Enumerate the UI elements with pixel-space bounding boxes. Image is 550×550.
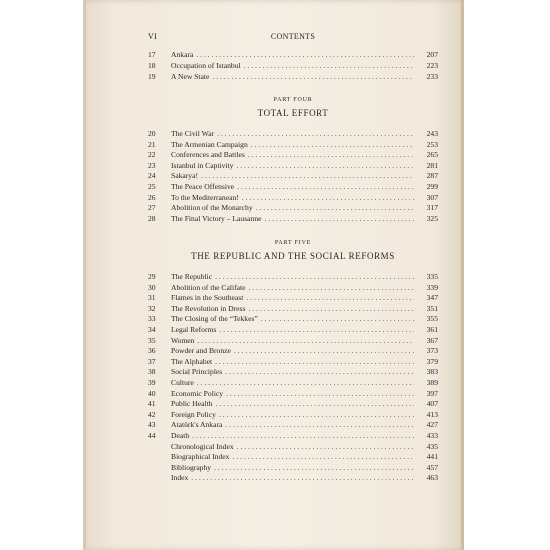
toc-entry-page: 355 xyxy=(426,314,438,323)
toc-entry-title: The Civil War xyxy=(171,129,215,138)
toc-entry-page: 287 xyxy=(426,171,438,180)
dot-leader xyxy=(215,357,414,367)
part-four-label: PART FOUR xyxy=(273,97,313,103)
toc-entry-page: 335 xyxy=(426,272,438,281)
toc-entry-title: The Revolution in Dress xyxy=(171,304,246,313)
toc-entry xyxy=(148,463,438,473)
toc-entry xyxy=(148,336,438,346)
toc-entry xyxy=(148,171,438,181)
toc-entry-title: Index xyxy=(171,473,189,482)
toc-entry-number: 17 xyxy=(148,50,156,59)
toc-entry-title: Powder and Bronze xyxy=(171,346,231,355)
toc-entry-number: 29 xyxy=(148,272,156,281)
toc-entry xyxy=(148,193,438,203)
toc-entry xyxy=(148,161,438,171)
page-header xyxy=(148,32,438,44)
dot-leader xyxy=(225,420,414,430)
toc-entry-number: 30 xyxy=(148,283,156,292)
toc-entry-page: 265 xyxy=(426,150,438,159)
toc-entry-page: 407 xyxy=(426,399,438,408)
toc-entry-number: 19 xyxy=(148,72,156,81)
toc-entry-page: 339 xyxy=(426,283,438,292)
part-four-title: TOTAL EFFORT xyxy=(257,108,329,118)
toc-entry-page: 383 xyxy=(426,367,438,376)
toc-entry-title: The Peace Offensive xyxy=(171,182,235,191)
toc-entry-number: 24 xyxy=(148,171,156,180)
toc-entry xyxy=(148,314,438,324)
toc-entry-page: 397 xyxy=(426,389,438,398)
toc-entry-number: 39 xyxy=(148,378,156,387)
toc-entry xyxy=(148,442,438,452)
toc-entry-number: 25 xyxy=(148,182,156,191)
toc-entry xyxy=(148,61,438,71)
dot-leader xyxy=(248,304,414,314)
toc-entry-page: 441 xyxy=(426,452,438,461)
toc-entry-number: 20 xyxy=(148,129,156,138)
dot-leader xyxy=(256,203,414,213)
dot-leader xyxy=(251,140,414,150)
toc-entry-title: Biographical Index xyxy=(171,452,230,461)
dot-leader xyxy=(232,452,414,462)
toc-entry-page: 351 xyxy=(426,304,438,313)
toc-entry-number: 44 xyxy=(148,431,156,440)
toc-entry-page: 347 xyxy=(426,293,438,302)
dot-leader xyxy=(265,214,414,224)
page-number: VI xyxy=(148,32,158,41)
dot-leader xyxy=(191,473,414,483)
toc-entry-title: Legal Reforms xyxy=(171,325,217,334)
toc-entry-number: 32 xyxy=(148,304,156,313)
toc-entry-title: Flames in the Southeast xyxy=(171,293,244,302)
dot-leader xyxy=(219,325,414,335)
toc-entry xyxy=(148,420,438,430)
dot-leader xyxy=(201,171,414,181)
toc-entry-title: The Republic xyxy=(171,272,213,281)
dot-leader xyxy=(234,346,414,356)
dot-leader xyxy=(237,182,414,192)
toc-entry-page: 367 xyxy=(426,336,438,345)
toc-entry-page: 253 xyxy=(426,140,438,149)
toc-entry-title: Public Health xyxy=(171,399,213,408)
dot-leader xyxy=(196,50,414,60)
page-left-edge xyxy=(83,0,86,550)
toc-entry-page: 435 xyxy=(426,442,438,451)
toc-entry xyxy=(148,346,438,356)
dot-leader xyxy=(237,442,414,452)
dot-leader xyxy=(225,367,414,377)
toc-entry-page: 243 xyxy=(426,129,438,138)
toc-entry-page: 223 xyxy=(426,61,438,70)
toc-entry-title: Sakarya! xyxy=(171,171,198,180)
dot-leader xyxy=(212,72,414,82)
dot-leader xyxy=(242,193,414,203)
toc-entry-page: 307 xyxy=(426,193,438,202)
toc-entry xyxy=(148,452,438,462)
dot-leader xyxy=(197,336,414,346)
toc-entry-page: 427 xyxy=(426,420,438,429)
toc-entry-number: 21 xyxy=(148,140,156,149)
toc-entry xyxy=(148,410,438,420)
toc-entry-number: 35 xyxy=(148,336,156,345)
toc-entry-page: 325 xyxy=(426,214,438,223)
toc-entry-number: 27 xyxy=(148,203,156,212)
dot-leader xyxy=(219,410,414,420)
toc-entry-title: The Closing of the “Tekkes” xyxy=(171,314,258,323)
page-title: CONTENTS xyxy=(270,32,316,41)
toc-entry-number: 43 xyxy=(148,420,156,429)
toc-entry-page: 389 xyxy=(426,378,438,387)
toc-entry-title: Social Principles xyxy=(171,367,223,376)
toc-entry-title: Women xyxy=(171,336,195,345)
toc-entry-number: 18 xyxy=(148,61,156,70)
toc-entry xyxy=(148,283,438,293)
toc-entry-title: Ankara xyxy=(171,50,194,59)
toc-entry-title: The Armenian Campaign xyxy=(171,140,248,149)
toc-entry-number: 38 xyxy=(148,367,156,376)
toc-entry-page: 413 xyxy=(426,410,438,419)
toc-entry-page: 373 xyxy=(426,346,438,355)
dot-leader xyxy=(217,129,414,139)
part-five-label: PART FIVE xyxy=(274,240,312,246)
toc-entry-title: Abolition of the Califate xyxy=(171,283,246,292)
toc-entry-title: The Final Victory – Lausanne xyxy=(171,214,262,223)
toc-entry xyxy=(148,182,438,192)
dot-leader xyxy=(192,431,414,441)
dot-leader xyxy=(248,150,414,160)
toc-entry-page: 281 xyxy=(426,161,438,170)
toc-entry-title: Chronological Index xyxy=(171,442,234,451)
toc-entry-title: Bibliography xyxy=(171,463,212,472)
toc-entry-title: Conferences and Battles xyxy=(171,150,245,159)
toc-entry-page: 299 xyxy=(426,182,438,191)
toc-entry xyxy=(148,150,438,160)
toc-entry-page: 317 xyxy=(426,203,438,212)
toc-entry-number: 26 xyxy=(148,193,156,202)
toc-entry xyxy=(148,129,438,139)
dot-leader xyxy=(236,161,414,171)
toc-entry xyxy=(148,378,438,388)
part-five-title: THE REPUBLIC AND THE SOCIAL REFORMS xyxy=(191,251,395,261)
toc-entry xyxy=(148,399,438,409)
toc-entry-number: 40 xyxy=(148,389,156,398)
dot-leader xyxy=(261,314,414,324)
dot-leader xyxy=(215,272,414,282)
toc-entry-page: 233 xyxy=(426,72,438,81)
dot-leader xyxy=(197,378,414,388)
toc-entry-title: Culture xyxy=(171,378,194,387)
toc-entry-number: 34 xyxy=(148,325,156,334)
toc-entry xyxy=(148,50,438,60)
toc-entry-number: 28 xyxy=(148,214,156,223)
toc-entry xyxy=(148,357,438,367)
toc-entry xyxy=(148,203,438,213)
toc-entry-page: 433 xyxy=(426,431,438,440)
toc-entry-title: Economic Policy xyxy=(171,389,224,398)
toc-entry-title: Death xyxy=(171,431,190,440)
toc-entry-title: Atatürk's Ankara xyxy=(171,420,223,429)
toc-entry xyxy=(148,389,438,399)
toc-entry-page: 463 xyxy=(426,473,438,482)
toc-entry xyxy=(148,325,438,335)
toc-entry xyxy=(148,431,438,441)
toc-entry-page: 457 xyxy=(426,463,438,472)
dot-leader xyxy=(244,61,414,71)
toc-entry-title: Foreign Policy xyxy=(171,410,216,419)
toc-entry-number: 41 xyxy=(148,399,156,408)
toc-entry xyxy=(148,140,438,150)
page-right-edge xyxy=(461,0,464,550)
toc-entry-title: A New State xyxy=(171,72,210,81)
dot-leader xyxy=(246,293,414,303)
toc-entry-number: 31 xyxy=(148,293,156,302)
toc-entry-page: 361 xyxy=(426,325,438,334)
toc-entry-number: 23 xyxy=(148,161,156,170)
toc-entry-title: To the Mediterranean! xyxy=(171,193,239,202)
toc-entry-number: 22 xyxy=(148,150,156,159)
toc-entry xyxy=(148,293,438,303)
toc-entry-page: 379 xyxy=(426,357,438,366)
dot-leader xyxy=(214,463,414,473)
dot-leader xyxy=(216,399,414,409)
toc-entry xyxy=(148,367,438,377)
toc-entry-title: Occupation of Istanbul xyxy=(171,61,241,70)
toc-entry-page: 207 xyxy=(426,50,438,59)
toc-entry xyxy=(148,214,438,224)
toc-entry-title: The Alphabet xyxy=(171,357,213,366)
toc-entry-number: 42 xyxy=(148,410,156,419)
toc-entry xyxy=(148,72,438,82)
toc-entry xyxy=(148,304,438,314)
toc-entry xyxy=(148,473,438,483)
toc-entry-title: Istanbul in Captivity xyxy=(171,161,234,170)
toc-entry xyxy=(148,272,438,282)
toc-entry-number: 36 xyxy=(148,346,156,355)
toc-entry-number: 33 xyxy=(148,314,156,323)
toc-entry-number: 37 xyxy=(148,357,156,366)
dot-leader xyxy=(248,283,414,293)
dot-leader xyxy=(226,389,414,399)
toc-entry-title: Abolition of the Monarchy xyxy=(171,203,253,212)
